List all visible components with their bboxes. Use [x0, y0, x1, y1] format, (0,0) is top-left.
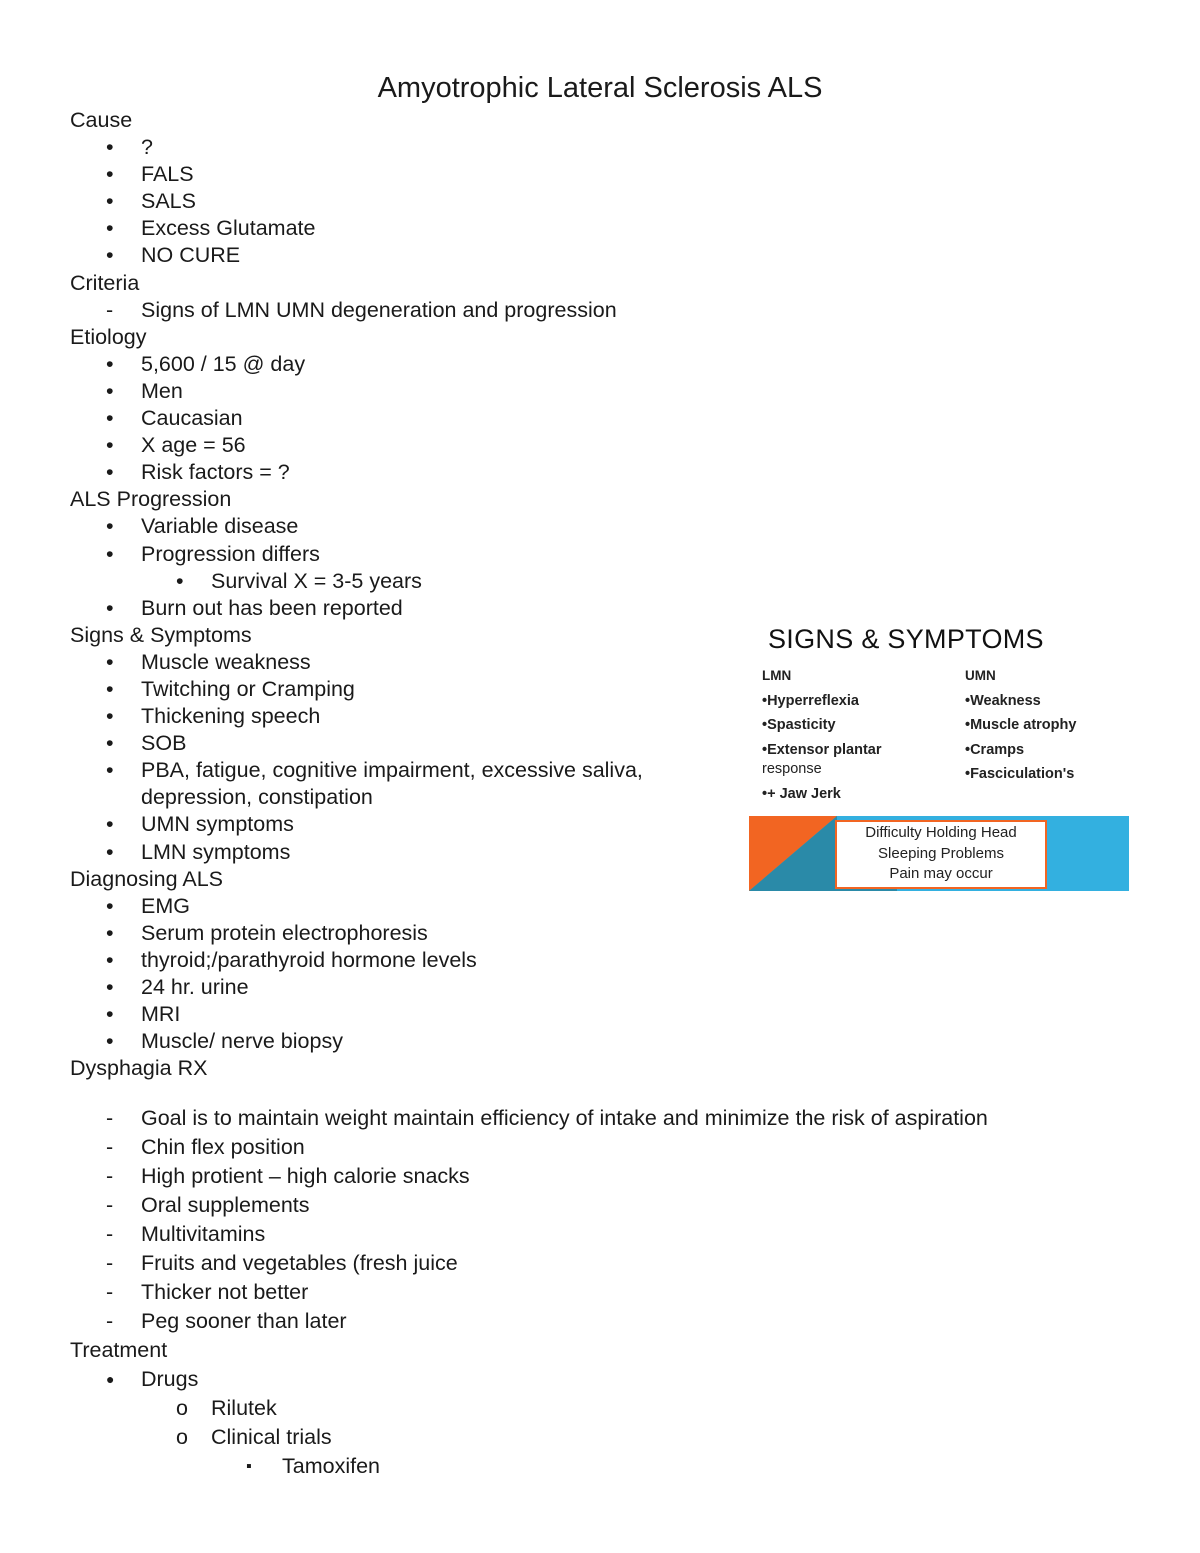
- line-text: Signs of LMN UMN degeneration and progression: [141, 297, 617, 322]
- bullet-marker: o: [176, 1425, 188, 1450]
- line-text: thyroid;/parathyroid hormone levels: [141, 947, 477, 972]
- bullet-marker: •: [106, 189, 114, 214]
- line-text: Peg sooner than later: [141, 1309, 347, 1334]
- line-text: Treatment: [70, 1338, 168, 1363]
- list-item: [70, 893, 1170, 920]
- line-text: Drugs: [141, 1367, 199, 1392]
- line-text: LMN symptoms: [141, 839, 291, 864]
- bullet-marker: -: [106, 1164, 114, 1189]
- bullet-marker: -: [106, 1222, 114, 1247]
- box-line: Pain may occur: [889, 865, 993, 882]
- list-item: [70, 215, 1170, 242]
- bullet-marker: •: [106, 1029, 114, 1054]
- bullet-marker: •: [106, 243, 114, 268]
- bullet-marker: •: [106, 758, 114, 783]
- bullet-marker: •: [106, 595, 114, 620]
- signs-symptoms-figure: [749, 620, 1129, 892]
- lmn-item: •Extensor plantar: [762, 741, 882, 758]
- bullet-marker: •: [106, 812, 114, 837]
- line-text: UMN symptoms: [141, 812, 294, 837]
- lmn-column: [762, 664, 882, 806]
- umn-item: •Muscle atrophy: [965, 717, 1077, 733]
- bullet-marker: •: [106, 460, 114, 485]
- figure-title: SIGNS & SYMPTOMS: [768, 624, 1044, 654]
- line-text: High protient – high calorie snacks: [141, 1164, 470, 1189]
- umn-header: UMN: [965, 668, 996, 683]
- line-text: Chin flex position: [141, 1135, 305, 1160]
- list-item: [70, 974, 1170, 1001]
- bullet-marker: •: [106, 1002, 114, 1027]
- section-heading: [70, 1336, 1170, 1365]
- list-item: [70, 1307, 1170, 1336]
- section-heading: [70, 486, 1170, 513]
- line-text: Dysphagia RX: [70, 1056, 208, 1081]
- section-heading: [70, 324, 1170, 351]
- box-line: Difficulty Holding Head: [865, 824, 1017, 841]
- list-item: [70, 595, 1170, 622]
- line-text: 5,600 / 15 @ day: [141, 351, 306, 376]
- bullet-marker: •: [106, 514, 114, 539]
- list-item: [70, 1249, 1170, 1278]
- line-text: Serum protein electrophoresis: [141, 920, 428, 945]
- list-item: [70, 1104, 1170, 1133]
- line-text: Variable disease: [141, 514, 299, 539]
- list-item: [70, 1133, 1170, 1162]
- line-text: Burn out has been reported: [141, 595, 403, 620]
- box-line: Sleeping Problems: [878, 844, 1004, 862]
- bullet-marker: •: [106, 135, 114, 160]
- bullet-marker: -: [106, 1106, 114, 1131]
- line-text: Fruits and vegetables (fresh juice: [141, 1251, 458, 1276]
- section-heading: [70, 270, 1170, 297]
- list-item: [70, 1278, 1170, 1307]
- list-item: [70, 1001, 1170, 1028]
- line-text: Goal is to maintain weight maintain efficiency of intake and minimize the risk of aspiration: [141, 1106, 988, 1131]
- line-text: Clinical trials: [211, 1425, 332, 1450]
- list-item: [70, 459, 1170, 486]
- umn-item: •Weakness: [965, 692, 1041, 709]
- document-title: Amyotrophic Lateral Sclerosis ALS: [377, 72, 823, 104]
- list-item: [70, 568, 1170, 595]
- line-text: Excess Glutamate: [141, 216, 316, 241]
- bullet-marker: -: [106, 1280, 114, 1305]
- line-text: Etiology: [70, 324, 147, 349]
- line-text: Progression differs: [141, 541, 320, 566]
- list-item: [70, 920, 1170, 947]
- bullet-marker: •: [106, 541, 114, 566]
- blank-line: [70, 1082, 1170, 1104]
- list-item: [70, 378, 1170, 405]
- figure-banner: [749, 816, 1129, 891]
- bullet-marker: •: [106, 920, 114, 945]
- line-text: Tamoxifen: [282, 1454, 380, 1479]
- bullet-marker: -: [106, 1309, 114, 1334]
- line-text: Diagnosing ALS: [70, 866, 223, 891]
- line-text: Thickening speech: [141, 704, 321, 729]
- line-text: NO CURE: [141, 243, 241, 268]
- bullet-marker: •: [106, 649, 114, 674]
- bullet-marker: •: [106, 975, 114, 999]
- bullet-marker: •: [106, 433, 114, 458]
- section-heading: [70, 1055, 1170, 1082]
- lmn-item: •+ Jaw Jerk: [762, 785, 841, 802]
- list-item: [70, 351, 1170, 378]
- list-item: [70, 1162, 1170, 1191]
- bullet-marker: •: [106, 893, 114, 918]
- list-item: [70, 1220, 1170, 1249]
- line-text: Caucasian: [141, 406, 243, 431]
- lmn-header: LMN: [762, 668, 792, 683]
- line-text: Multivitamins: [141, 1222, 266, 1247]
- umn-item: •Fasciculation's: [965, 766, 1075, 782]
- line-text: Risk factors = ?: [141, 460, 290, 485]
- bullet-marker: -: [106, 1251, 114, 1276]
- bullet-marker: •: [106, 731, 114, 756]
- section-heading: [70, 107, 1170, 134]
- line-text: Cause: [70, 108, 133, 132]
- line-text: EMG: [141, 893, 190, 918]
- list-item: [70, 541, 1170, 568]
- line-text: Muscle/ nerve biopsy: [141, 1029, 343, 1054]
- bullet-marker: •: [106, 704, 114, 729]
- list-item: [70, 161, 1170, 188]
- list-item: [70, 1423, 1170, 1452]
- bullet-marker: ▪: [246, 1458, 252, 1476]
- line-text: Muscle weakness: [141, 649, 311, 674]
- line-text: X age = 56: [141, 433, 246, 458]
- umn-item: •Cramps: [965, 741, 1025, 758]
- umn-column: [965, 664, 1076, 787]
- bullet-marker: -: [106, 1193, 114, 1218]
- bullet-marker: o: [176, 1396, 188, 1421]
- list-item: [70, 1452, 1170, 1481]
- bullet-marker: •: [106, 162, 114, 187]
- lmn-item: response: [762, 761, 822, 777]
- list-item: [70, 297, 1170, 324]
- list-item: [70, 1028, 1170, 1055]
- list-item: [70, 1191, 1170, 1220]
- line-text: Twitching or Cramping: [141, 676, 355, 701]
- line-text: Criteria: [70, 270, 140, 295]
- line-text: MRI: [141, 1002, 181, 1027]
- line-text: Signs & Symptoms: [70, 622, 252, 647]
- list-item: [70, 242, 1170, 269]
- bullet-marker: •: [106, 351, 114, 376]
- list-item: [70, 513, 1170, 540]
- bullet-marker: •: [106, 839, 114, 864]
- line-text: Thicker not better: [141, 1280, 309, 1305]
- bullet-marker: ●: [106, 1371, 115, 1388]
- line-text: Rilutek: [211, 1396, 277, 1421]
- bullet-marker: •: [106, 676, 114, 701]
- list-item: [70, 1365, 1170, 1394]
- list-item: [70, 134, 1170, 161]
- line-text: SOB: [141, 731, 187, 756]
- bullet-marker: •: [106, 947, 114, 972]
- bullet-marker: •: [106, 406, 114, 431]
- list-item: [70, 432, 1170, 459]
- banner-textbox: [835, 820, 1047, 889]
- line-text: 24 hr. urine: [141, 975, 249, 999]
- lmn-item: •Spasticity: [762, 717, 836, 733]
- line-text: ALS Progression: [70, 487, 232, 512]
- line-text: Men: [141, 378, 183, 403]
- line-text: ?: [141, 135, 153, 160]
- bullet-marker: •: [106, 216, 114, 241]
- line-text: Oral supplements: [141, 1193, 310, 1218]
- list-item: [70, 947, 1170, 974]
- line-text: depression, constipation: [141, 785, 373, 810]
- list-item: [70, 1394, 1170, 1423]
- bullet-marker: -: [106, 1135, 114, 1160]
- line-text: Survival X = 3-5 years: [211, 568, 422, 593]
- line-text: SALS: [141, 189, 196, 214]
- bullet-marker: -: [106, 297, 114, 322]
- bullet-marker: •: [176, 568, 184, 593]
- bullet-marker: •: [106, 378, 114, 403]
- line-text: FALS: [141, 162, 194, 187]
- list-item: [70, 188, 1170, 215]
- lmn-item: •Hyperreflexia: [762, 692, 859, 709]
- list-item: [70, 405, 1170, 432]
- line-text: PBA, fatigue, cognitive impairment, excessive saliva,: [141, 758, 643, 783]
